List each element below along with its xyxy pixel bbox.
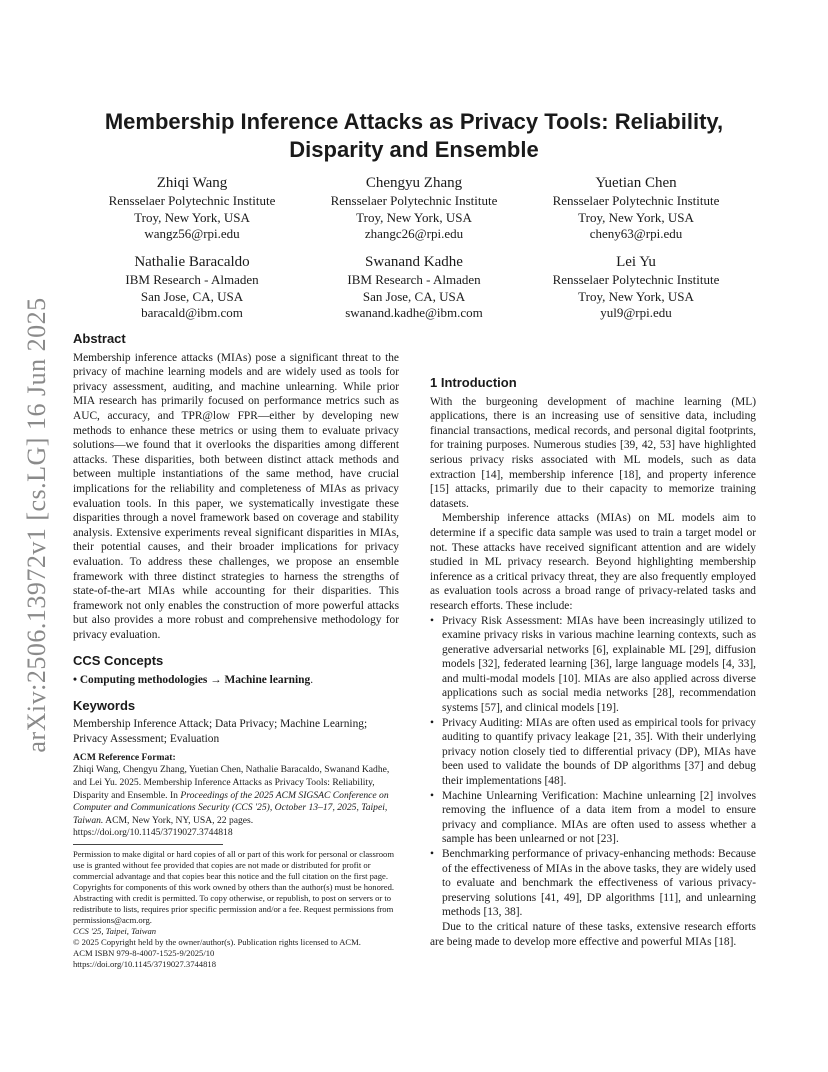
author-affiliation: Rensselaer Polytechnic Institute (552, 272, 720, 287)
author-location: Troy, New York, USA (134, 209, 250, 225)
ccs-period: . (310, 674, 314, 687)
author-email: yul9@rpi.edu (600, 305, 672, 320)
intro-paragraph-3: Due to the critical nature of these tasks, extensive research efforts are being made to develop more effective and powerful MIAs [18]. (430, 920, 756, 948)
author-affiliation: Rensselaer Polytechnic Institute (552, 193, 720, 208)
abstract-text: Membership inference attacks (MIAs) pose a significant threat to the privacy of machine learning models and are widely used as tools for privacy assessment, auditing, and machine unlearning. While prior MIA research has primarily focused on performance metrics such as AUC, accuracy, and TPR@low FPR—either by developing new methods to enhance these metrics or using them to evaluate privacy solutions—we found that it overlooks the disparities among different attacks. These disparities, both between distinct attack methods and between multiple instantiations of the same method, have crucial implications for the reliability and completeness of MIAs as privacy evaluation tools. In this paper, we systematically investigate these disparities through a novel framework based on coverage and stability analysis. Extensive experiments reveal significant disparities in MIAs, their potential causes, and their broader implications for privacy evaluation. To address these challenges, we propose an ensemble framework with three distinct strategies to harness the strengths of state-of-the-art MIAs while accounting for their disparities. This framework not only enables the construction of more powerful attacks but also provides a more robust and comprehensive methodology for privacy evaluation. (73, 351, 399, 641)
acm-ref-heading: ACM Reference Format: (73, 752, 176, 764)
author-block (304, 174, 524, 243)
acm-ref-italic: Proceedings of the 2025 ACM SIGSAC Conference on Computer and Communications Security (CCS '25), October 13–17, 2025, Taipei, Taiwan. (73, 789, 389, 826)
intro-bullet-list (430, 614, 756, 920)
author-email: cheny63@rpi.edu (589, 226, 683, 241)
author-name: Yuetian Chen (595, 175, 677, 191)
ccs-heading: CCS Concepts (73, 653, 164, 669)
author-name: Zhiqi Wang (156, 175, 228, 191)
doi: https://doi.org/10.1145/3719027.3744818 (73, 959, 216, 969)
permission-notice: Permission to make digital or hard copies of all or part of this work for personal or classroom use is granted without fee provided that copies are not made or distributed for profit or commercial advantage and that copies bear this notice and the full citation on the first page. Copyrights for components of this work owned by others than the author(s) must be honored. Abstracting with credit is permitted. To copy otherwise, or republish, to post on servers or to redistribute to lists, requires prior specific permission and/or a fee. Request permissions from permissions@acm.org. (73, 849, 395, 925)
acm-ref-text (73, 764, 399, 840)
author-location: Troy, New York, USA (578, 209, 694, 225)
intro-paragraph-2: Membership inference attacks (MIAs) on ML models aim to determine if a specific data sample was used to train a target model or not. These attacks have received significant attention and are widely studied in ML privacy research. Beyond highlighting membership inference as a critical privacy threat, they are also frequently employed as evaluation tools across a broad range of privacy-related tasks and research efforts. These include: (430, 512, 756, 612)
author-email: baracald@ibm.com (141, 305, 243, 320)
author-location: San Jose, CA, USA (140, 288, 244, 304)
list-item: • Privacy Auditing: MIAs are often used as empirical tools for privacy auditing to quantify privacy leakage [21, 35]. With their underlying privacy notion closely tied to differential privacy (DP), MIAs have been used to validate the bounds of DP algorithms [37] and debug their implementations [48]. (430, 716, 756, 789)
venue: CCS '25, Taipei, Taiwan (73, 926, 157, 936)
intro-paragraph-1: With the burgeoning development of machine learning (ML) applications, there is an increasing use of sensitive data, including financial transactions, medical records, and personal digital footprints, for training purposes. Numerous studies [39, 42, 53] have highlighted serious privacy risks associated with ML models, such as data extraction [14], membership inference [18], and property inference [15] attacks, primarily due to their capacity to memorize training datasets. (430, 395, 756, 510)
keywords-heading: Keywords (73, 697, 136, 713)
copyright: © 2025 Copyright held by the owner/author(s). Publication rights licensed to ACM. (73, 937, 361, 947)
author-affiliation: Rensselaer Polytechnic Institute (108, 193, 276, 208)
author-block (526, 174, 746, 243)
author-location: Troy, New York, USA (356, 209, 472, 225)
author-affiliation: IBM Research - Almaden (125, 272, 259, 287)
isbn: ACM ISBN 979-8-4007-1525-9/2025/10 (73, 948, 215, 958)
author-name: Swanand Kadhe (365, 254, 463, 270)
author-block (82, 253, 302, 322)
author-block (304, 253, 524, 322)
left-column (73, 332, 399, 970)
author-email: swanand.kadhe@ibm.com (345, 305, 483, 320)
ccs-concept: • Computing methodologies → Machine learning (73, 674, 311, 687)
keywords-text: Membership Inference Attack; Data Privacy; Machine Learning; Privacy Assessment; Evaluation (73, 718, 368, 745)
author-block (526, 253, 746, 322)
acm-ref-plain: Zhiqi Wang, Chengyu Zhang, Yuetian Chen, Nathalie Baracaldo, Swanand Kadhe, and Lei Yu. 2025. Membership Inference Attacks as Privacy Tools: Reliability, Disparity and Ensemble. In (73, 764, 390, 801)
author-name: Lei Yu (616, 254, 656, 270)
author-name: Nathalie Baracaldo (134, 254, 250, 270)
paper-title (80, 108, 748, 164)
author-email: zhangc26@rpi.edu (364, 226, 464, 241)
footnote-rule (73, 844, 223, 845)
right-column (430, 372, 756, 949)
author-email: wangz56@rpi.edu (144, 226, 240, 241)
list-item: • Privacy Risk Assessment: MIAs have been increasingly utilized to examine privacy risks in various machine learning contexts, such as generative adversarial networks [6], explainable ML [29], diffusion models [32], federated learning [36], large language models [4, 33], and multi-modal models [10]. MIAs are also applied across diverse applications such as social media networks [28], recommendation systems [57], and clinical models [19]. (430, 614, 756, 716)
author-location: San Jose, CA, USA (362, 288, 466, 304)
abstract-heading: Abstract (73, 331, 126, 346)
author-location: Troy, New York, USA (578, 288, 694, 304)
author-name: Chengyu Zhang (365, 175, 463, 191)
list-item: • Machine Unlearning Verification: Machine unlearning [2] involves removing the influence of a data item from a model to ensure privacy and compliance. MIAs are often used to assess whether a sample has been unlearned or not [23]. (430, 789, 756, 847)
list-item: • Benchmarking performance of privacy-enhancing methods: Because of the effectiveness of MIAs in the above tasks, they are widely used to evaluate and benchmark the effectiveness of various privacy-preserving solutions [41, 49], DP algorithms [11], and unlearning methods [13, 38]. (430, 847, 756, 920)
title-line-2: Disparity and Ensemble (289, 137, 539, 162)
title-line-1: Membership Inference Attacks as Privacy Tools: Reliability, (104, 109, 724, 134)
author-block (82, 174, 302, 243)
arxiv-sidebar (12, 297, 62, 753)
arxiv-identifier: arXiv:2506.13972v1 [cs.LG] 16 Jun 2025 (22, 297, 51, 753)
acm-ref-tail: ACM, New York, NY, USA, 22 pages. https://doi.org/10.1145/3719027.3744818 (73, 814, 254, 839)
author-affiliation: IBM Research - Almaden (347, 272, 481, 287)
intro-heading: 1 Introduction (430, 375, 517, 390)
author-affiliation: Rensselaer Polytechnic Institute (330, 193, 498, 208)
